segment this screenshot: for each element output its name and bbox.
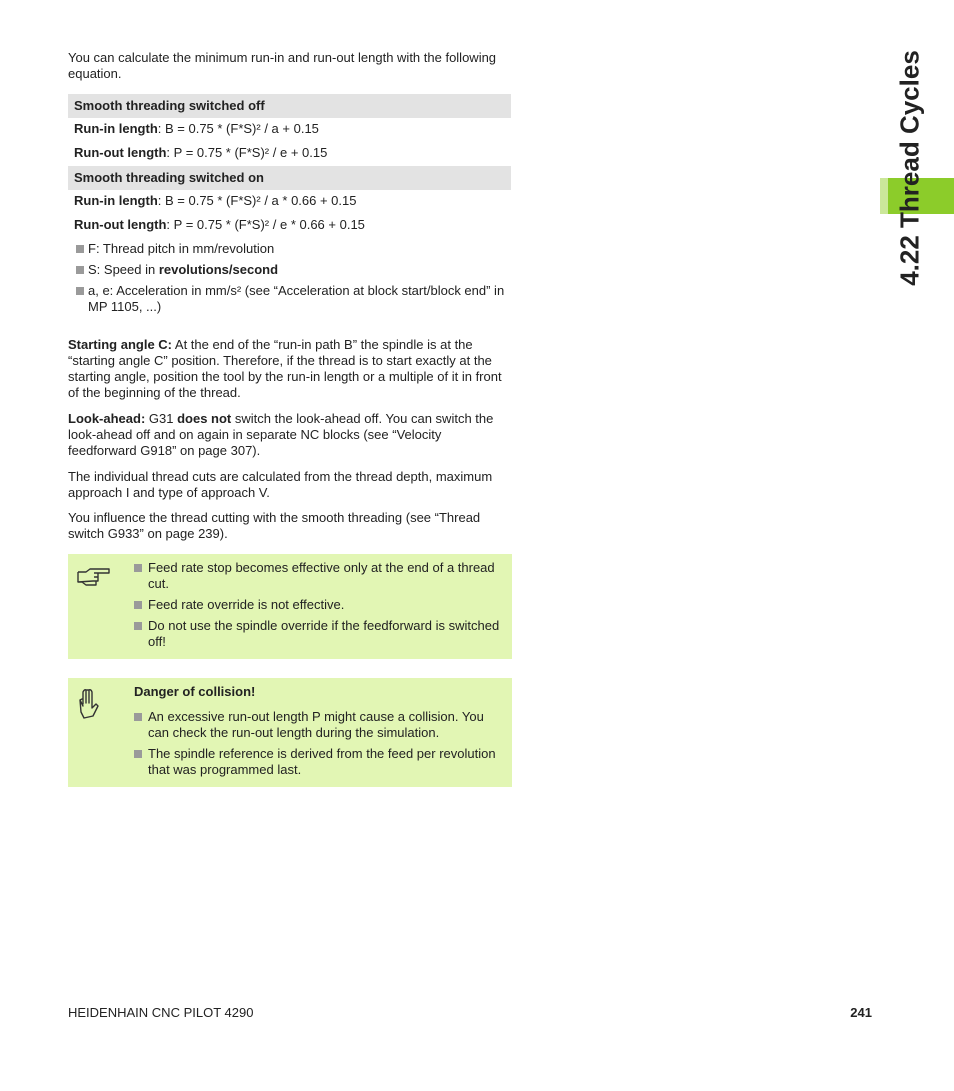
runout-label: Run-out length [74,217,167,232]
bullet-square-icon [134,622,142,630]
footer-product-name: HEIDENHAIN CNC PILOT 4290 [68,1005,254,1020]
note-item: Feed rate override is not effective. [134,597,504,613]
on-runout-row [74,217,365,233]
table-header-off: Smooth threading switched off [68,94,511,118]
warning-box [68,678,512,787]
runin-label: Run-in length [74,121,158,136]
runin-formula: : B = 0.75 * (F*S)² / a + 0.15 [157,121,319,136]
bullet-square-icon [134,750,142,758]
bullet-square-icon [76,245,84,253]
raised-hand-icon [76,688,102,722]
smooth-threading-paragraph: You influence the thread cutting with the smooth threading (see “Thread switch G933” on page 239). [68,510,481,541]
warning-title: Danger of collision! [134,684,256,699]
intro-text: You can calculate the minimum run-in and run-out length with the following equation. [68,50,497,81]
bullet-square-icon [76,266,84,274]
runout-formula: : P = 0.75 * (F*S)² / e * 0.66 + 0.15 [166,217,365,232]
runin-label: Run-in length [74,193,158,208]
note-item: An excessive run-out length P might cause a collision. You can check the run-out length during the simulation. [134,709,504,741]
section-title-vertical: 4.22 Thread Cycles [894,50,925,286]
note-item: The spindle reference is derived from the feed per revolution that was programmed last. [134,746,504,778]
off-runin-row [74,121,319,137]
starting-angle-paragraph: Starting angle C: At the end of the “run-in path B” the spindle is at the “starting angle C” position. Therefore, if the thread is to start exactly at the starting angle, position the tool by the run-in length or a multiple of it in front of the beginning of the thread. [68,337,502,400]
note-box [68,554,512,659]
note-item: Do not use the spindle override if the feedforward is switched off! [134,618,504,650]
off-runout-row [74,145,327,161]
list-item: a, e: Acceleration in mm/s² (see “Acceleration at block start/block end” in MP 1105, ...) [76,283,512,315]
list-item: F: Thread pitch in mm/revolution [76,241,512,257]
pointing-hand-icon [76,564,112,590]
note-item: Feed rate stop becomes effective only at the end of a thread cut. [134,560,504,592]
table-header-on: Smooth threading switched on [68,166,511,190]
page-number: 241 [850,1005,872,1020]
bullet-square-icon [134,564,142,572]
look-ahead-paragraph: Look-ahead: G31 does not switch the look-ahead off. You can switch the look-ahead off and on again in separate NC blocks (see “Velocity feedforward G918” on page 307). [68,411,494,458]
bullet-square-icon [134,713,142,721]
runin-formula: : B = 0.75 * (F*S)² / a * 0.66 + 0.15 [157,193,357,208]
list-item: S: Speed in revolutions/second [76,262,512,278]
runout-label: Run-out length [74,145,167,160]
thread-cuts-paragraph: The individual thread cuts are calculated from the thread depth, maximum approach I and type of approach V. [68,469,493,500]
runout-formula: : P = 0.75 * (F*S)² / e + 0.15 [166,145,328,160]
bullet-square-icon [134,601,142,609]
on-runin-row [74,193,357,209]
bullet-square-icon [76,287,84,295]
